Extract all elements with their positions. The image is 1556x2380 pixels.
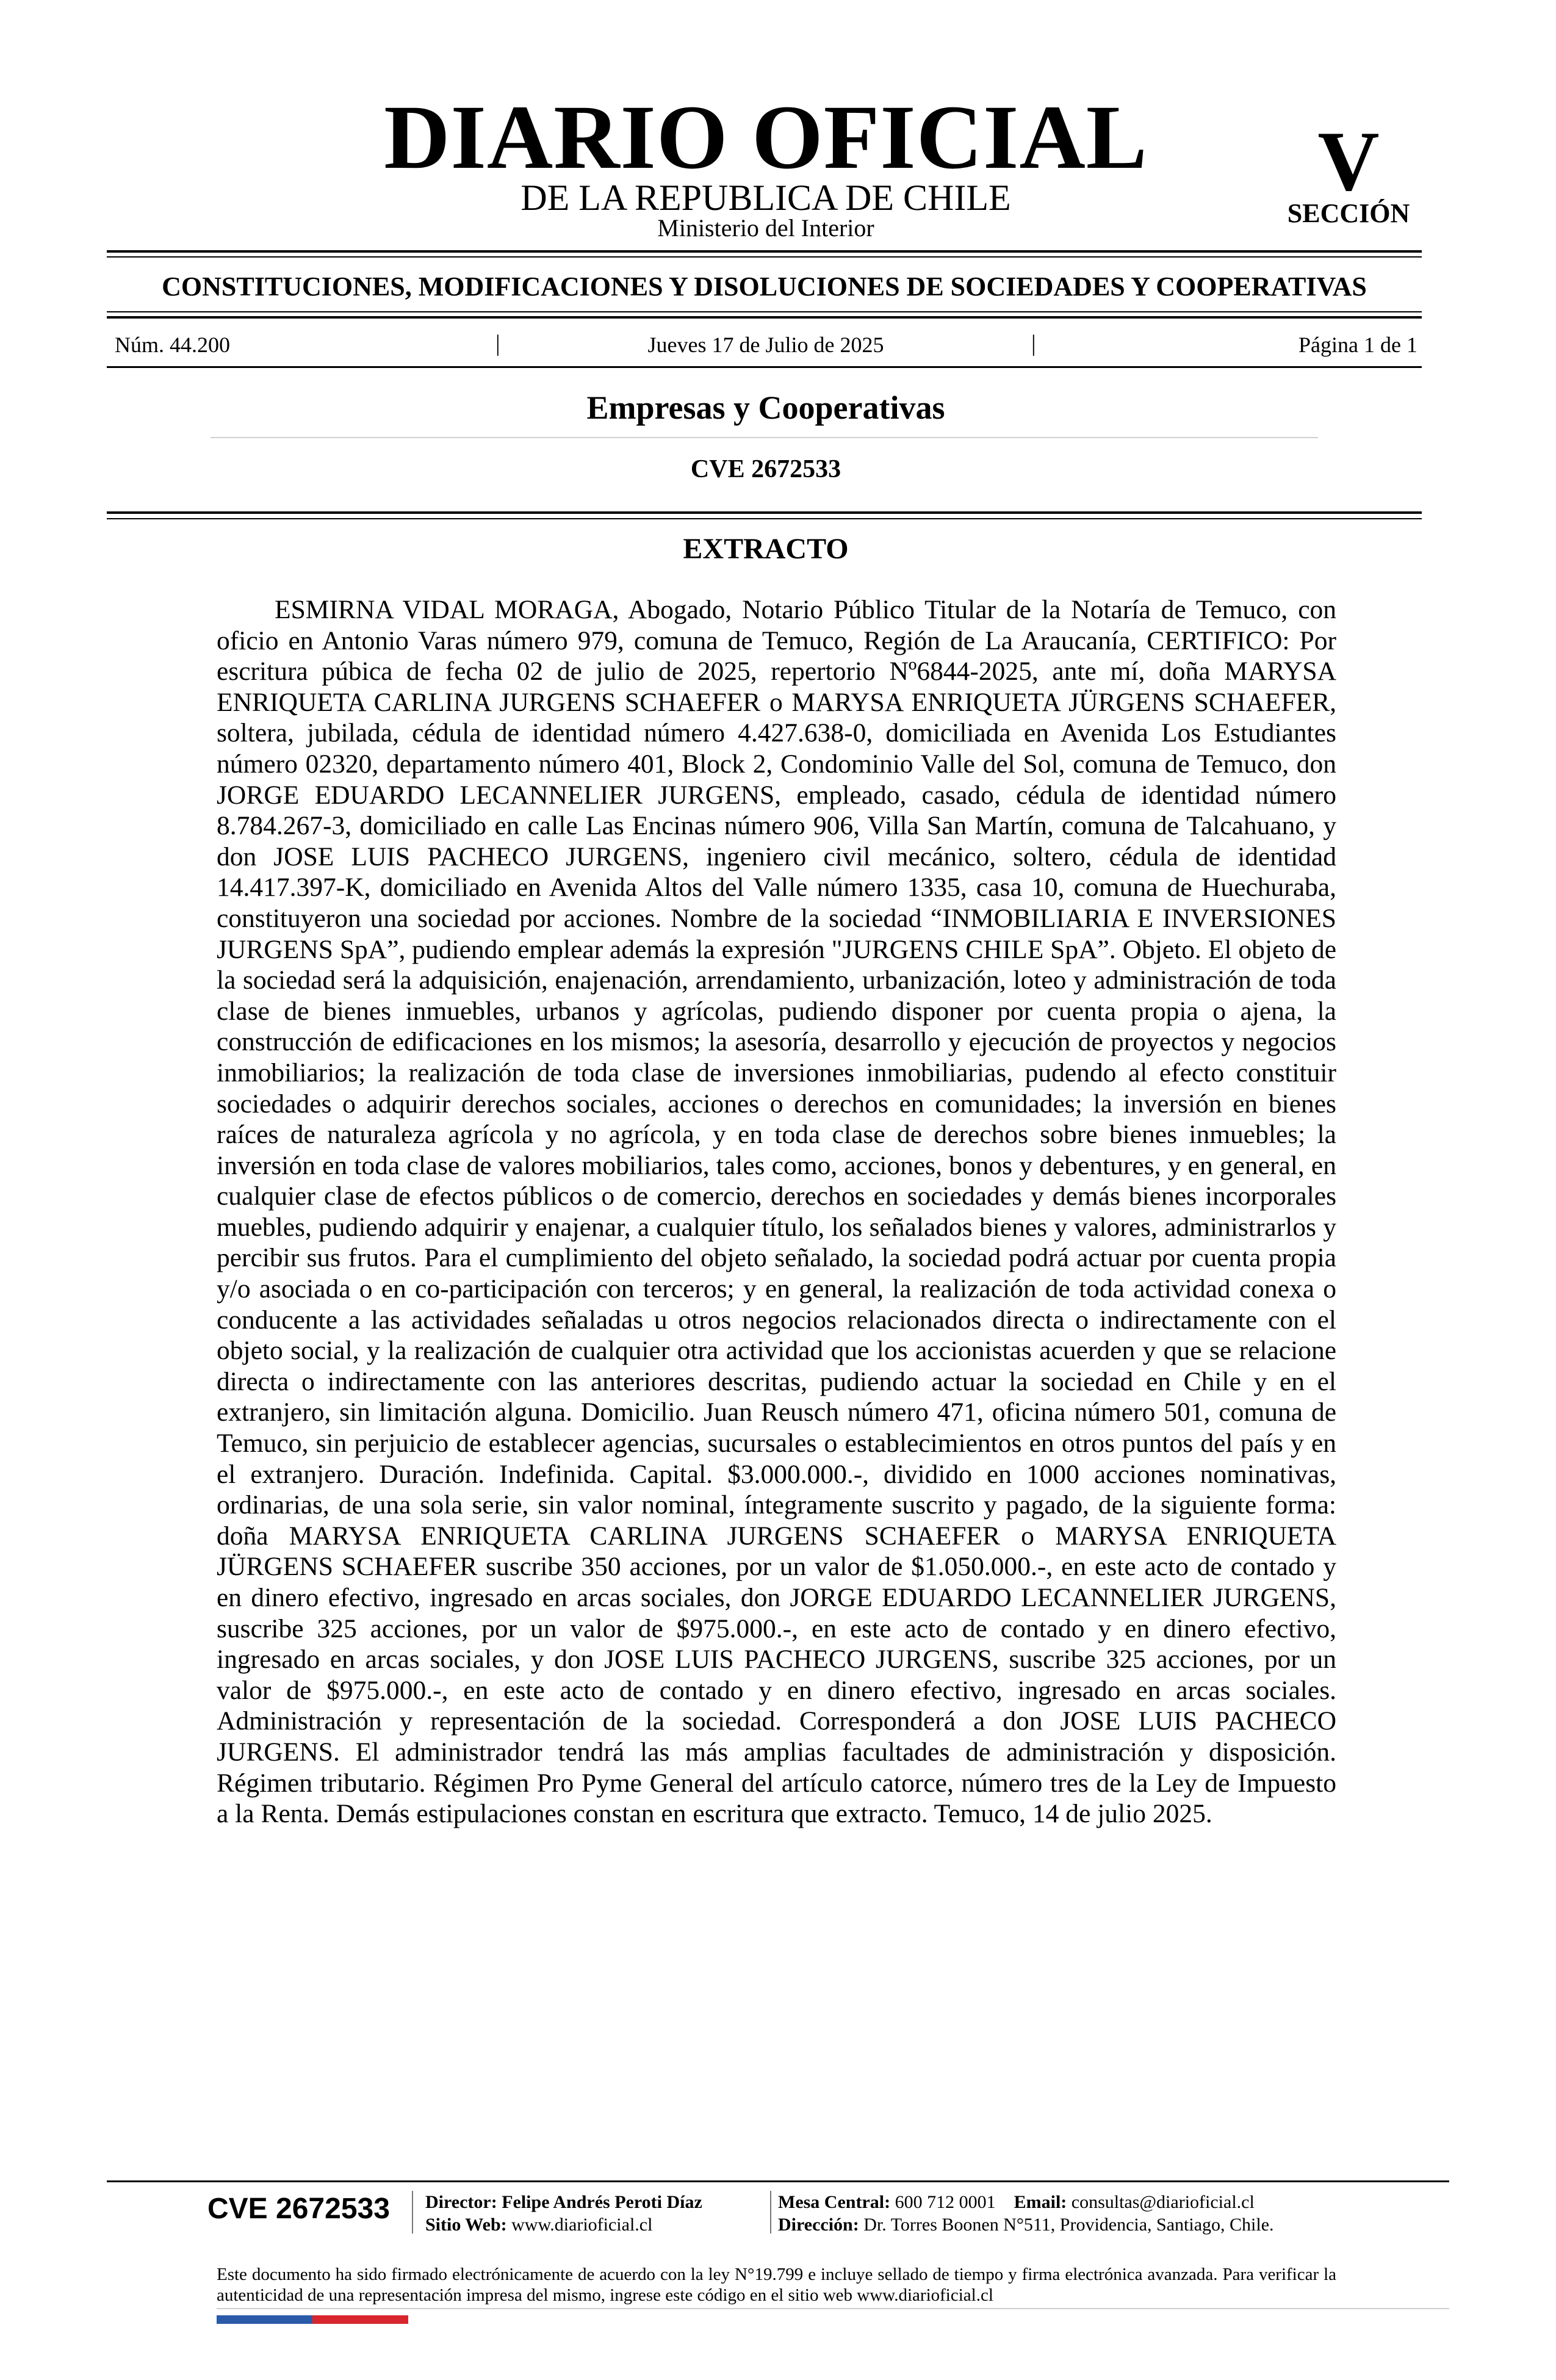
footer-bottom-line: [217, 2308, 1449, 2309]
section-label: SECCIÓN: [1287, 198, 1410, 228]
document-title: EXTRACTO: [683, 533, 849, 565]
section-letter: V: [1317, 114, 1380, 209]
page-indicator: Página 1 de 1: [1298, 333, 1417, 357]
info-rule: [107, 366, 1422, 368]
footer-cve-code: CVE 2672533: [207, 2193, 390, 2225]
ministry-label: Ministerio del Interior: [657, 214, 874, 242]
document-body: ESMIRNA VIDAL MORAGA, Abogado, Notario Público Titular de la Notaría de Temuco, con oficio en Antonio Varas número 979, comuna de Temuco, Región de La Araucanía, CERTIFICO: Por escritura púbica de fecha 02 de julio de 2025, repertorio Nº6844-2025, ante mí, doña MARYSA ENRIQUETA CARLINA JURGENS SCHAEFER o MARYSA ENRIQUETA JÜRGENS SCHAEFER, soltera, jubilada, cédula de identidad número 4.427.638-0, domiciliada en Avenida Los Estudiantes número 02320, departamento número 401, Block 2, Condominio Valle del Sol, comuna de Temuco, don JORGE EDUARDO LECANNELIER JURGENS, empleado, casado, cédula de identidad número 8.784.267-3, domiciliado en calle Las Encinas número 906, Villa San Martín, comuna de Talcahuano, y don JOSE LUIS PACHECO JURGENS, ingeniero civil mecánico, soltero, cédula de identidad 14.417.397-K, domiciliado en Avenida Altos del Valle número 1335, casa 10, comuna de Huechuraba, constituyeron una sociedad por acciones. Nombre de la sociedad “INMOBILIARIA E INVERSIONES JURGENS SpA”, pudiendo emplear además la expresión "JURGENS CHILE SpA”. Objeto. El objeto de la sociedad será la adquisición, enajenación, arrendamiento, urbanización, loteo y administración de toda clase de bienes inmuebles, urbanos y agrícolas, pudiendo disponer por cuenta propia o ajena, la construcción de edificaciones en los mismos; la asesoría, desarrollo y ejecución de proyectos y negocios inmobiliarios; la realización de toda clase de inversiones inmobiliarias, pudendo al efecto constituir sociedades o adquirir derechos sociales, acciones o derechos en comunidades; la inversión en bienes raíces de naturaleza agrícola y no agrícola, y en toda clase de derechos sobre bienes inmuebles; la inversión en toda clase de valores mobiliarios, tales como, acciones, bonos y debentures, y en general, en cualquier clase de efectos públicos o de comercio, derechos en sociedades y demás bienes incorporales muebles, pudiendo adquirir y enajenar, a cualquier título, los señalados bienes y valores, administrarlos y percibir sus frutos. Para el cumplimiento del objeto señalado, la sociedad podrá actuar por cuenta propia y/o asociada o en co-participación con terceros; y en general, la realización de toda actividad conexa o conducente a las actividades señaladas u otros negocios relacionados directa o indirectamente con el objeto social, y la realización de cualquier otra actividad que los accionistas acuerden y que se relacione directa o indirectamente con las anteriores descritas, pudiendo actuar la sociedad en Chile y en el extranjero, sin limitación alguna. Domicilio. Juan Reusch número 471, oficina número 501, comuna de Temuco, sin perjuicio de establecer agencias, sucursales o establecimientos en otros puntos del país y en el extranjero. Duración. Indefinida. Capital. $3.000.000.-, dividido en 1000 acciones nominativas, ordinarias, de una sola serie, sin valor nominal, íntegramente suscrito y pagado, de la siguiente forma: doña MARYSA ENRIQUETA CARLINA JURGENS SCHAEFER o MARYSA ENRIQUETA JÜRGENS SCHAEFER suscribe 350 acciones, por un valor de $1.050.000.-, en este acto de contado y en dinero efectivo, ingresado en arcas sociales, don JORGE EDUARDO LECANNELIER JURGENS, suscribe 325 acciones, por un valor de $975.000.-, en este acto de contado y en dinero efectivo, ingresado en arcas sociales, y don JOSE LUIS PACHECO JURGENS, suscribe 325 acciones, por un valor de $975.000.-, en este acto de contado y en dinero efectivo, ingresado en arcas sociales. Administración y representación de la sociedad. Corresponderá a don JOSE LUIS PACHECO JURGENS. El administrador tendrá las más amplias facultades de administración y disposición. Régimen tributario. Régimen Pro Pyme General del artículo catorce, número tres de la Ley de Impuesto a la Renta. Demás estipulaciones constan en escritura que extracto. Temuco, 14 de julio 2025.: [217, 595, 1336, 1829]
footer-director-block: [425, 2191, 702, 2236]
email-label: Email:: [1014, 2192, 1067, 2212]
footer-separator: [770, 2191, 771, 2234]
cve-rule-thick: [107, 511, 1422, 514]
phone-label: Mesa Central:: [778, 2192, 891, 2212]
newspaper-title: DIARIO OFICIAL: [384, 87, 1148, 188]
band-rule-thick: [107, 316, 1422, 319]
website-label: Sitio Web:: [425, 2215, 507, 2235]
footer-separator: [412, 2191, 413, 2234]
section-divider: [211, 437, 1318, 438]
cve-rule-thin: [107, 518, 1422, 519]
footer-signature-note: Este documento ha sido firmado electrónicamente de acuerdo con la ley N°19.799 e incluye sellado de tiempo y firma electrónica avanzada. Para verificar la autenticidad de una representación impresa del mismo, ingrese este código en el sitio web www.diarioficial.cl: [217, 2265, 1336, 2305]
section-title: Empresas y Cooperativas: [586, 389, 945, 426]
footer-rule: [107, 2180, 1449, 2182]
website-link[interactable]: www.diarioficial.cl: [511, 2215, 653, 2235]
section-band-title: CONSTITUCIONES, MODIFICACIONES Y DISOLUCIONES DE SOCIEDADES Y COOPERATIVAS: [162, 272, 1367, 301]
band-rule-thin: [107, 311, 1422, 312]
header-rule-thick: [107, 250, 1422, 253]
director-name: Felipe Andrés Peroti Díaz: [502, 2192, 702, 2212]
issue-separator: |: [1031, 331, 1036, 356]
cve-code: CVE 2672533: [690, 455, 841, 483]
issue-date: Jueves 17 de Julio de 2025: [647, 333, 884, 357]
address-value: Dr. Torres Boonen N°511, Providencia, Santiago, Chile.: [863, 2215, 1274, 2235]
phone-value: 600 712 0001: [895, 2192, 996, 2212]
address-label: Dirección:: [778, 2215, 859, 2235]
flag-stripe-blue: [217, 2315, 312, 2324]
flag-stripe-red: [312, 2315, 408, 2324]
footer-contact-block: [778, 2191, 1274, 2236]
email-link[interactable]: consultas@diarioficial.cl: [1071, 2192, 1255, 2212]
issue-separator: |: [495, 331, 500, 356]
newspaper-subtitle: DE LA REPUBLICA DE CHILE: [520, 178, 1011, 218]
director-label: Director:: [425, 2192, 497, 2212]
header-rule-thin: [107, 256, 1422, 258]
issue-number: Núm. 44.200: [115, 333, 230, 357]
